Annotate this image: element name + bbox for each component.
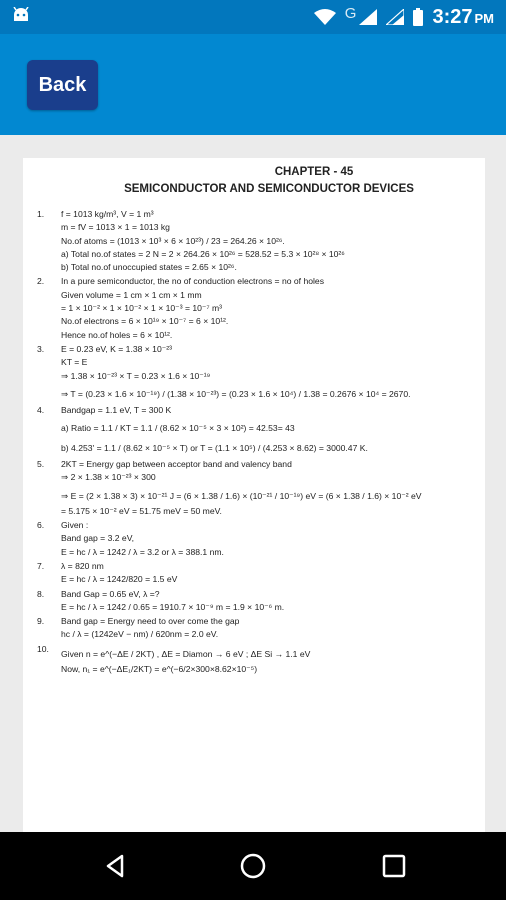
app-bar: [0, 34, 506, 135]
clock: 3:27 PM: [432, 5, 494, 28]
problem-line: No.of atoms = (1013 × 10³ × 6 × 10²³) / 23 = 264.26 × 10²⁶.: [61, 235, 285, 246]
problem-item: [37, 459, 477, 519]
problem-body: [61, 561, 477, 588]
problem-number: 1.: [37, 209, 45, 219]
back-nav-icon[interactable]: [100, 850, 132, 882]
problem-line: Given :: [61, 520, 89, 531]
problem-number: 10.: [37, 643, 49, 654]
problem-body: [61, 589, 477, 616]
problem-line: b) 4.253' = 1.1 / (8.62 × 10⁻⁵ × T) or T = (1.1 × 10⁵) / (4.253 × 8.62) = 3000.47 K.: [61, 443, 368, 454]
problem-line: Band gap = Energy need to over come the gap: [61, 616, 240, 627]
problem-line: 2KT = Energy gap between acceptor band and valency band: [61, 459, 292, 470]
problem-line: Bandgap = 1.1 eV, T = 300 K: [61, 404, 172, 415]
problem-line: Given n = e^(−ΔE / 2KT) , ΔE = Diamon → 6 eV ; ΔE Si → 1.1 eV: [61, 648, 311, 659]
problem-line: λ = 820 nm: [61, 560, 104, 571]
problem-item: [37, 276, 477, 342]
problem-line: E = hc / λ = 1242/820 = 1.5 eV: [61, 574, 178, 585]
problem-line: a) Ratio = 1.1 / KT = 1.1 / (8.62 × 10⁻⁵ × 3 × 10²) = 42.53= 43: [61, 423, 295, 434]
problem-number: 6.: [37, 520, 45, 531]
problem-line: f = 1013 kg/m³, V = 1 m³: [61, 209, 154, 219]
chapter-title: SEMICONDUCTOR AND SEMICONDUCTOR DEVICES: [124, 182, 414, 195]
problem-body: [61, 276, 477, 342]
problem-line: a) Total no.of states = 2 N = 2 × 264.26 × 10²⁶ = 528.52 = 5.3 × 10²⁸ × 10²⁶: [61, 248, 345, 259]
problem-line: KT = E: [61, 357, 88, 368]
problem-item: [37, 209, 477, 275]
problem-number: 2.: [37, 276, 45, 287]
problem-item: [37, 344, 477, 404]
problem-item: [37, 644, 477, 677]
network-type-label: G: [344, 4, 357, 22]
problem-body: [61, 459, 477, 519]
home-nav-icon[interactable]: [237, 850, 269, 882]
problem-number: 8.: [37, 588, 45, 599]
problem-number: 9.: [37, 616, 45, 627]
back-button[interactable]: Back: [27, 60, 98, 110]
problem-line: b) Total no.of unoccupied states = 2.65 × 10²⁶.: [61, 262, 237, 273]
signal-icon: [359, 9, 377, 25]
problem-item: [37, 561, 477, 588]
problem-line: m = fV = 1013 × 1 = 1013 kg: [61, 222, 170, 233]
problem-line: Band gap = 3.2 eV,: [61, 533, 135, 544]
problem-body: [61, 209, 477, 275]
problem-line: hc / λ = (1242eV − nm) / 620nm = 2.0 eV.: [61, 629, 219, 640]
recents-nav-icon[interactable]: [378, 850, 410, 882]
document-viewer[interactable]: [0, 135, 506, 832]
document-page: [23, 158, 485, 832]
problem-body: [61, 344, 477, 404]
problem-line: Band Gap = 0.65 eV, λ =?: [61, 588, 160, 599]
battery-icon: [413, 8, 423, 26]
problem-line: In a pure semiconductor, the no of conduction electrons = no of holes: [61, 276, 324, 287]
problem-line: E = hc / λ = 1242 / λ = 3.2 or λ = 388.1 nm.: [61, 546, 224, 557]
problem-item: [37, 520, 477, 560]
signal-outline-icon: [386, 9, 404, 25]
problem-item: [37, 589, 477, 616]
problem-line: = 5.175 × 10⁻² eV = 51.75 meV = 50 meV.: [61, 505, 222, 516]
problem-line: ⇒ E = (2 × 1.38 × 3) × 10⁻²¹ J = (6 × 1.38 / 1.6) × (10⁻²¹ / 10⁻¹⁹) eV = (6 × 1.38 / 1.6) × 10⁻² eV: [61, 490, 422, 501]
problem-body: [61, 405, 477, 458]
navigation-bar: [0, 832, 506, 900]
problem-line: Hence no.of holes = 6 × 10¹².: [61, 329, 173, 340]
problem-item: [37, 405, 477, 458]
problem-body: [61, 520, 477, 560]
problem-list: [37, 209, 477, 678]
problem-line: ⇒ 1.38 × 10⁻²³ × T = 0.23 × 1.6 × 10⁻¹⁹: [61, 370, 211, 381]
chapter-number: CHAPTER - 45: [274, 166, 354, 178]
problem-line: No.of electrons = 6 × 10¹⁹ × 10⁻⁷ = 6 × 10¹².: [61, 316, 229, 327]
android-notification-icon: [12, 7, 30, 23]
wifi-icon: [314, 9, 336, 25]
problem-item: [37, 616, 477, 643]
problem-number: 3.: [37, 343, 45, 354]
problem-line: = 1 × 10⁻² × 1 × 10⁻² × 1 × 10⁻³ = 10⁻⁷ m³: [61, 303, 222, 314]
problem-line: E = hc / λ = 1242 / 0.65 = 1910.7 × 10⁻⁹ m = 1.9 × 10⁻⁶ m.: [61, 601, 285, 612]
problem-body: [61, 644, 477, 677]
problem-number: 5.: [37, 459, 45, 470]
problem-line: ⇒ T = (0.23 × 1.6 × 10⁻¹⁹) / (1.38 × 10⁻²³) = (0.23 × 1.6 × 10⁴) / 1.38 = 0.2676 × 10⁴ = 2670.: [61, 388, 411, 399]
status-bar: [0, 0, 506, 34]
problem-line: E = 0.23 eV, K = 1.38 × 10⁻²³: [61, 343, 173, 354]
problem-body: [61, 616, 477, 643]
problem-number: 4.: [37, 404, 45, 415]
problem-line: Now, n₁ = e^(−ΔE₁/2KT) = e^(−6/2×300×8.62×10⁻⁵): [61, 663, 258, 674]
problem-line: ⇒ 2 × 1.38 × 10⁻²³ × 300: [61, 472, 156, 483]
problem-line: Given volume = 1 cm × 1 cm × 1 mm: [61, 289, 202, 300]
problem-number: 7.: [37, 560, 45, 571]
